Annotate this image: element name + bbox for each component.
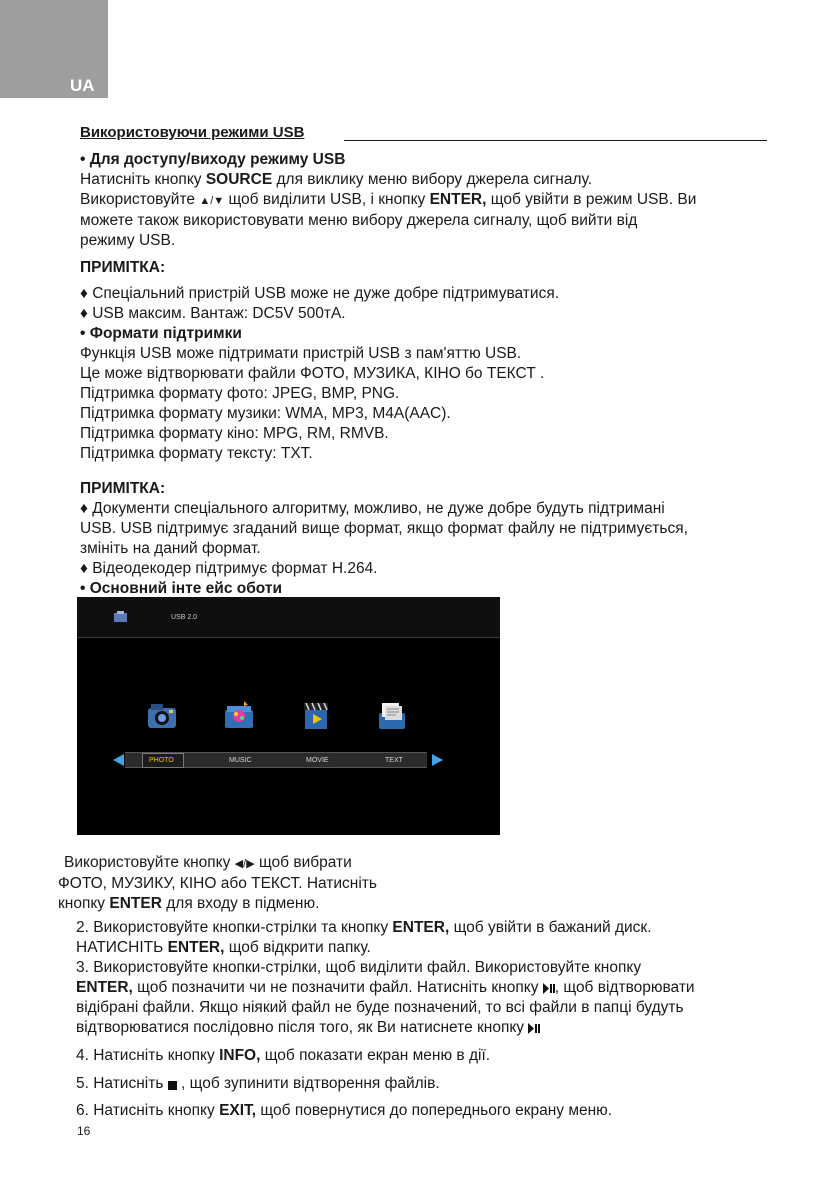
access-line-2: Використовуйте ▲/▼ щоб виділити USB, і кнопку ENTER, щоб увійти в режим USB. Ви (80, 191, 697, 208)
music-icon (222, 699, 256, 733)
step-4: 4. Натисніть кнопку INFO, щоб показати екран меню в дії. (76, 1047, 491, 1064)
note-1-item: ♦ USB максим. Вантаж: DC5V 500тА. (80, 305, 346, 322)
formats-line: Функція USB може підтримати пристрій USB з пам'яттю USB. (80, 345, 522, 362)
note-2-line: змініть на даний формат. (80, 540, 261, 557)
main-interface-title: • Основний інте ейс оботи (80, 580, 282, 597)
access-section (80, 150, 696, 251)
play-pause-icon (543, 983, 555, 994)
note-2-title: ПРИМІТКА: (80, 480, 166, 497)
formats-line: Підтримка формату тексту: TXT. (80, 445, 313, 462)
usb-menu-screenshot (77, 597, 500, 835)
play-pause-icon (528, 1023, 540, 1034)
step-1-line-1: Використовуйте кнопку ◀/▶ щоб вибрати (64, 854, 352, 871)
heading-rule (344, 140, 767, 141)
movie-icon (299, 699, 333, 733)
step-3-line-2: ENTER, щоб позначити чи не позначити файл. Натисніть кнопку , щоб відтворювати (76, 979, 695, 996)
access-line-1: Натисніть кнопку SOURCE для виклику меню вибору джерела сигналу. (80, 171, 593, 188)
section-heading: Використовуючи режими USB (80, 124, 305, 141)
steps-2-3 (76, 918, 695, 1038)
note-1 (80, 258, 559, 324)
tab-photo[interactable]: PHOTO (149, 757, 174, 764)
formats-title: • Формати підтримки (80, 325, 242, 342)
note-1-item: ♦ Спеціальний пристрій USB може не дуже добре підтримуватися. (80, 285, 560, 302)
left-right-arrows-icon: ◀/▶ (234, 858, 255, 870)
note-2-line: ♦ Документи спеціального алгоритму, можливо, не дуже добре будуть підтримані (80, 500, 665, 517)
header-divider (77, 637, 500, 638)
right-arrow-icon[interactable] (432, 754, 443, 766)
page-number: 16 (77, 1124, 91, 1138)
formats-section (80, 324, 544, 464)
access-line-3: можете також використовувати меню вибору джерела сигналу, щоб вийти від (80, 212, 638, 229)
formats-line: Підтримка формату фото: JPEG, BMP, PNG. (80, 385, 400, 402)
step-2-line-2: НАТИСНІТЬ ENTER, щоб відкрити папку. (76, 939, 371, 956)
tab-text[interactable]: TEXT (385, 757, 403, 764)
step-3-line-3: відібрані файли. Якщо ніякий файл не буде позначений, то всі файли в папці будуть (76, 999, 684, 1016)
step-1-line-3: кнопку ENTER для входу в підменю. (58, 895, 320, 912)
formats-line: Підтримка формату кіно: MPG, RM, RMVB. (80, 425, 389, 442)
screenshot-header (77, 597, 500, 637)
step-2-line-1: 2. Використовуйте кнопки-стрілки та кнопку ENTER, щоб увійти в бажаний диск. (76, 919, 652, 936)
photo-icon (145, 699, 179, 733)
step-5: 5. Натисніть , щоб зупинити відтворення файлів. (76, 1075, 440, 1092)
tab-music[interactable]: MUSIC (229, 757, 252, 764)
note-2-line: ♦ Відеодекодер підтримує формат H.264. (80, 560, 378, 577)
access-title: • Для доступу/виходу режиму USB (80, 151, 346, 168)
left-arrow-icon[interactable] (113, 754, 124, 766)
step-1-line-2: ФОТО, МУЗИКУ, КІНО або ТЕКСТ. Натисніть (58, 875, 377, 892)
formats-line: Це може відтворювати файли ФОТО, МУЗИКА, КІНО бо ТЕКСТ . (80, 365, 545, 382)
note-1-title: ПРИМІТКА: (80, 259, 166, 276)
step-6: 6. Натисніть кнопку EXIT, щоб повернутися до попереднього екрану меню. (76, 1102, 613, 1119)
formats-line: Підтримка формату музики: WMA, MP3, M4A(AAC). (80, 405, 451, 422)
tab-movie[interactable]: MOVIE (306, 757, 329, 764)
text-icon (375, 699, 409, 733)
note-2-line: USB. USB підтримує згаданий вище формат, якщо формат файлу не підтримується, (80, 520, 688, 537)
step-3-line-4: відтворюватися послідовно після того, як Ви натиснете кнопку (76, 1018, 695, 1038)
stop-icon (168, 1081, 177, 1090)
note-2 (80, 479, 688, 599)
access-line-4: режиму USB. (80, 232, 176, 249)
language-label: UA (70, 76, 95, 95)
language-tab (0, 0, 108, 98)
usb-drive-icon (113, 611, 128, 624)
up-down-arrows-icon: ▲/▼ (199, 195, 225, 207)
usb-header-label: USB 2.0 (171, 614, 198, 621)
step-3-line-1: 3. Використовуйте кнопки-стрілки, щоб виділити файл. Використовуйте кнопку (76, 959, 642, 976)
step-1 (58, 853, 377, 914)
